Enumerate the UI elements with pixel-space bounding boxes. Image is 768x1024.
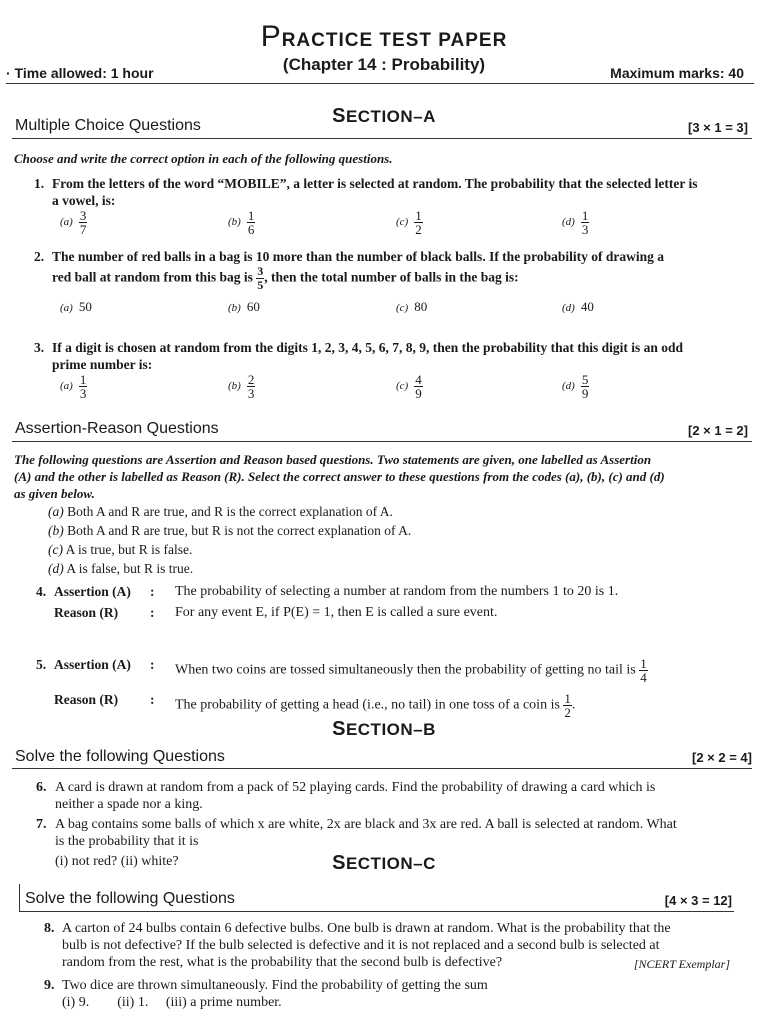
section-c-marks: [4 × 3 = 12] [664,893,732,908]
question-2-line-2: red ball at random from this bag is $\frac{3}{5}$ , then the total number of balls in the bag is: [52,264,519,292]
q2-option-c[interactable]: (c) 80 [396,299,428,314]
question-7: 7. A bag contains some balls of which x are white, 2x are black and 3x are red. A ball is selected at random. What is the probability that it is (i) not red? (ii) white? [36,817,677,869]
section-c-divider [19,911,734,912]
section-c-heading: Solve the following Questions [25,890,235,907]
chapter-subtitle: (Chapter 14 : Probability) [282,55,486,74]
time-allowed: · Time allowed: 1 hour [6,65,154,81]
mcq-heading: Multiple Choice Questions [15,117,201,134]
q3-option-c[interactable]: (c) $\frac{4}{9}$ [396,372,422,401]
q5-colon: : [150,657,155,672]
section-b-heading: Solve the following Questions [15,748,225,765]
question-2: 2. The number of red balls in a bag is 10 more than the number of black balls. If the probability of drawing a [34,249,664,264]
section-a-title: SECTION–A [332,105,436,127]
q4-colon: : [150,584,155,599]
ar-choice-b: (b) Both A and R are true, but R is not the correct explanation of A. [48,523,412,538]
q5-assertion-label: Assertion (A) [54,657,131,672]
q5-assertion: When two coins are tossed simultaneously then the probability of getting no tail is $\frac{1}{4}$ [175,656,647,685]
question-9: 9. Two dice are thrown simultaneously. Find the probability of getting the sum (i) 9. (ii) 1. (iii) a prime number. [44,978,488,1010]
section-b-marks: [2 × 2 = 4] [692,750,752,765]
ar-choice-a: (a) Both A and R are true, and R is the correct explanation of A. [48,504,393,519]
q3-option-d[interactable]: (d) $\frac{5}{9}$ [562,372,589,401]
q4-reason-label: Reason (R) [54,605,119,620]
title-rest: RACTICE TEST PAPER [281,30,508,51]
q5-reason: The probability of getting a head (i.e., no tail) in one toss of a coin is $\frac{1}{2}$ . [175,691,576,720]
q5-number: 5. [36,657,47,672]
q4-assertion: The probability of selecting a number at random from the numbers 1 to 20 is 1. [175,584,619,599]
q2-option-b[interactable]: (b) 60 [228,299,260,314]
q4-reason: For any event E, if P(E) = 1, then E is called a sure event. [175,605,498,620]
q3-option-a[interactable]: (a) $\frac{1}{3}$ [60,372,87,401]
ar-marks: [2 × 1 = 2] [688,423,748,438]
mcq-instruction: Choose and write the correct option in each of the following questions. [14,151,393,166]
ncert-exemplar-tag: [NCERT Exemplar] [633,957,730,971]
header-divider [6,83,754,84]
ar-heading: Assertion-Reason Questions [15,420,219,437]
question-8: 8. A carton of 24 bulbs contain 6 defective bulbs. One bulb is drawn at random. What is the probability that the bulb is not defective? If the bulb selected is defective and it is not replaced and a second bulb is selected at random from the rest, what is the probability that the second bulb is defective? [44,921,671,970]
ar-instruction: The following questions are Assertion and Reason based questions. Two statements are given, one labelled as Assertion (A) and the other is labelled as Reason (R). Select the correct answer to these questions from the codes (a), (b), (c) and (d) as given below. [14,452,665,501]
mcq-divider [12,138,752,139]
question-3: 3. If a digit is chosen at random from the digits 1, 2, 3, 4, 5, 6, 7, 8, 9, then the probability that this digit is an odd prime number is: [34,340,684,372]
maximum-marks: Maximum marks: 40 [610,65,744,81]
q1-option-c[interactable]: (c) $\frac{1}{2}$ [396,208,422,237]
q1-option-b[interactable]: (b) $\frac{1}{6}$ [228,208,255,237]
q5-reason-label: Reason (R) [54,692,119,707]
section-b-title: SECTION–B [332,718,436,740]
q4-colon-2: : [150,605,155,620]
ar-divider [12,441,752,442]
q3-option-b[interactable]: (b) $\frac{2}{3}$ [228,372,255,401]
q4-assertion-label: Assertion (A) [54,584,131,599]
section-c-left-rule [19,884,20,912]
question-6: 6. A card is drawn at random from a pack of 52 playing cards. Find the probability of drawing a card which is neither a spade nor a king. [36,780,656,812]
q2-option-d[interactable]: (d) 40 [562,299,594,314]
ar-choice-c: (c) A is true, but R is false. [48,542,193,557]
q1-option-d[interactable]: (d) $\frac{1}{3}$ [562,208,589,237]
q1-option-a[interactable]: (a) $\frac{3}{7}$ [60,208,87,237]
page-title [0,20,768,54]
q2-option-a[interactable]: (a) 50 [60,299,92,314]
question-1: 1. From the letters of the word “MOBILE”, a letter is selected at random. The probability that the selected letter is a vowel, is: [34,176,698,208]
mcq-marks: [3 × 1 = 3] [688,120,748,135]
q4-number: 4. [36,584,47,599]
section-c-title: SECTION–C [332,852,436,874]
title-initial: P [260,20,282,53]
ar-choice-d: (d) A is false, but R is true. [48,561,194,576]
q5-colon-2: : [150,692,155,707]
ar-choices [48,502,411,578]
section-b-divider [12,768,752,769]
